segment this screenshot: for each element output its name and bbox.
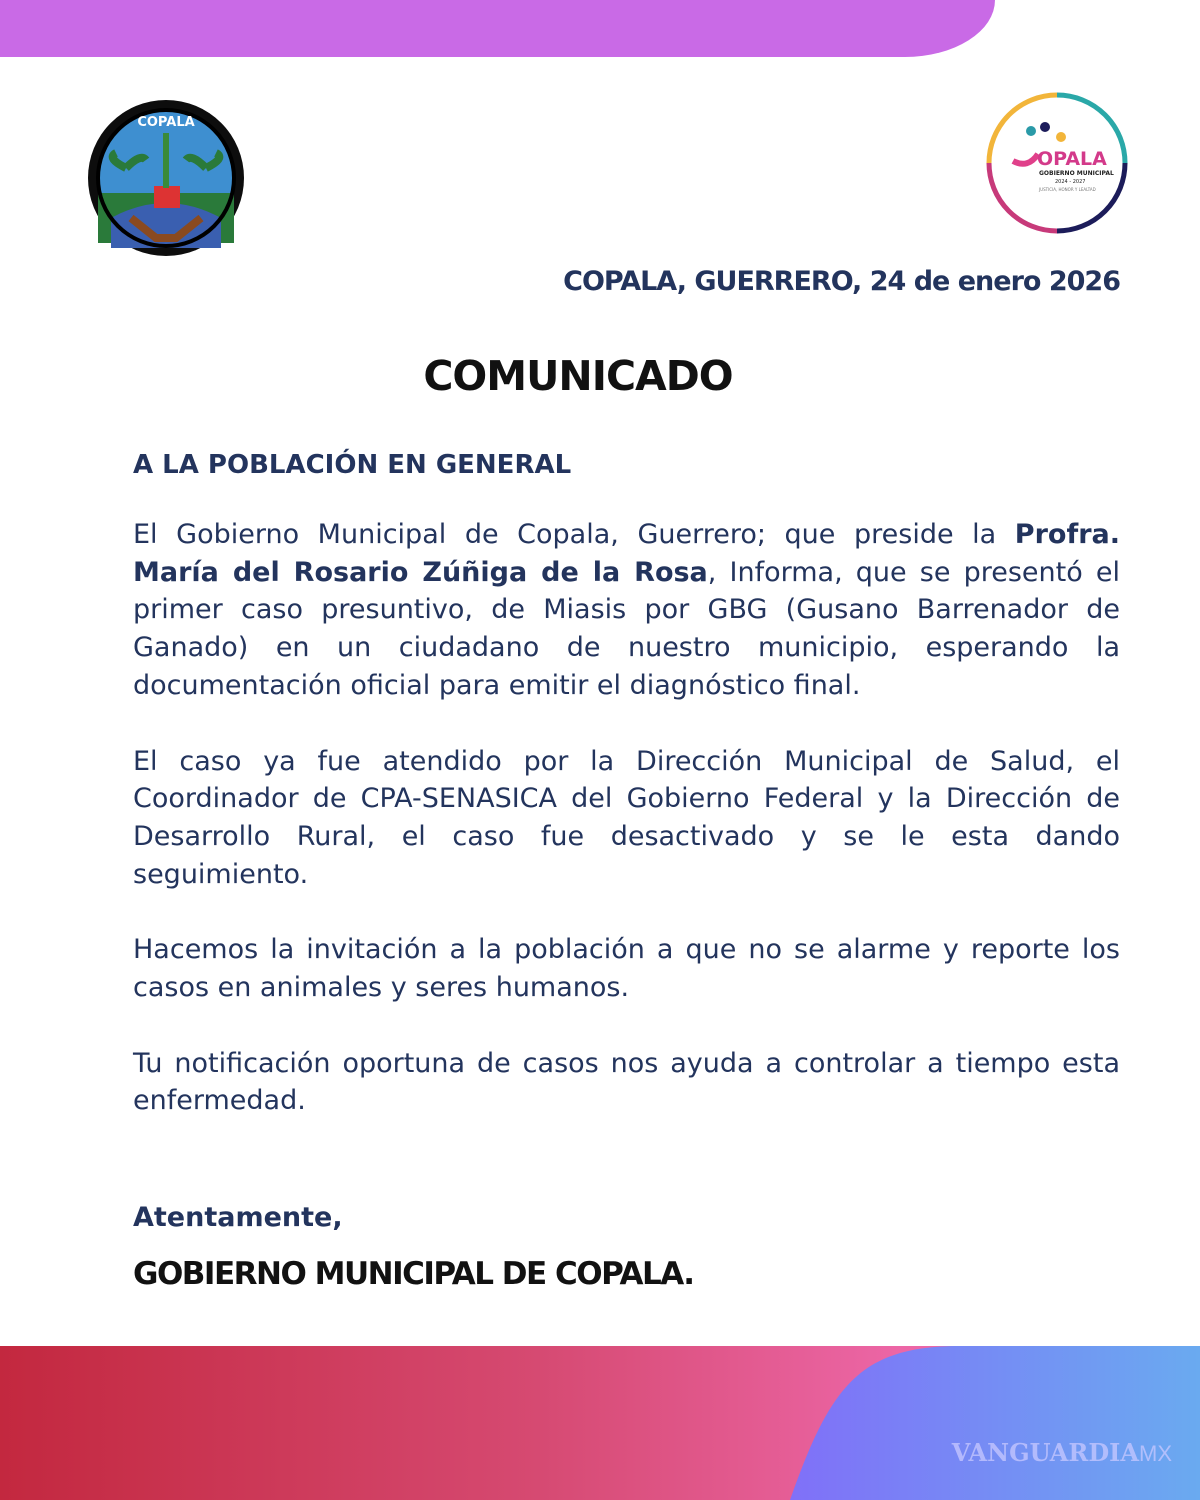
gobierno-municipal-logo — [983, 89, 1131, 237]
top-decor-bar — [0, 0, 995, 57]
paragraph-2: El caso ya fue atendido por la Dirección Municipal de Salud, el Coordinador de CPA-SENASICA del Gobierno Federal y la Dirección de Desarrollo Rural, el caso fue desactivado y se le esta dando seguimiento. — [133, 745, 1120, 890]
svg-text:JUSTICIA, HONOR Y LEALTAD: JUSTICIA, HONOR Y LEALTAD — [1039, 187, 1096, 192]
svg-text:GOBIERNO MUNICIPAL: GOBIERNO MUNICIPAL — [1039, 170, 1114, 177]
communique-body — [133, 516, 1120, 1158]
paragraph-1: El Gobierno Municipal de Copala, Guerrero; que preside la Profra. María del Rosario Zúñiga de la Rosa, Informa, que se presentó el primer caso presuntivo, de Miasis por GBG (Gusano Barrenador de Ganado) en un ciudadano de nuestro municipio, esperando la documentación oficial para emitir el diagnóstico final. — [133, 519, 1120, 701]
closing: Atentamente, — [133, 1202, 343, 1233]
date-line: COPALA, GUERRERO, 24 de enero 2026 — [563, 266, 1120, 297]
signature: GOBIERNO MUNICIPAL DE COPALA. — [133, 1256, 694, 1292]
addressee-heading: A LA POBLACIÓN EN GENERAL — [133, 450, 572, 480]
svg-text:2024 - 2027: 2024 - 2027 — [1055, 179, 1086, 185]
paragraph-4: Tu notificación oportuna de casos nos ayuda a controlar a tiempo esta enfermedad. — [133, 1047, 1120, 1117]
vanguardia-watermark: VANGUARDIAMX — [951, 1438, 1172, 1467]
svg-text:COPALA: COPALA — [137, 115, 195, 130]
paragraph-3: Hacemos la invitación a la población a que no se alarme y reporte los casos en animales y seres humanos. — [133, 934, 1120, 1004]
page-title: COMUNICADO — [423, 352, 733, 400]
mayor-name: Profra. María del Rosario Zúñiga de la Rosa — [133, 519, 1120, 588]
svg-text:OPALA: OPALA — [1037, 148, 1107, 170]
copala-seal-logo — [86, 98, 246, 258]
bottom-decor-bar — [0, 1346, 1200, 1500]
